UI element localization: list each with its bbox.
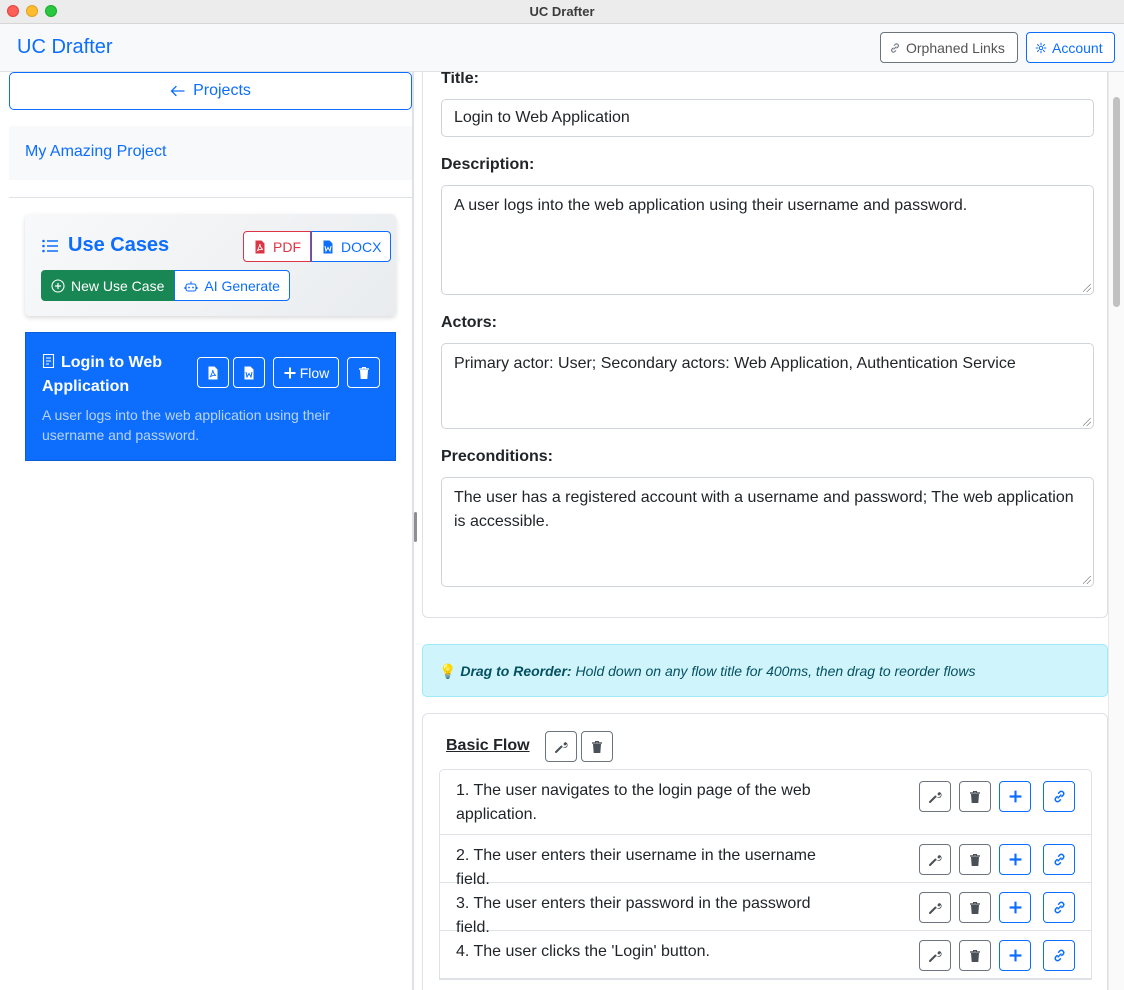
add-flow-label: Flow (299, 364, 330, 381)
item-export-pdf-button[interactable] (197, 357, 229, 388)
preconditions-text: The user has a registered account with a username and password; The web application is accessible. (454, 489, 1074, 530)
resize-handle[interactable] (1083, 284, 1091, 292)
trash-icon (968, 790, 982, 804)
use-case-editor (420, 72, 1124, 990)
flow-step[interactable] (440, 883, 1091, 936)
resize-handle[interactable] (1083, 576, 1091, 584)
sidebar (0, 72, 414, 990)
use-cases-heading (41, 234, 169, 257)
plus-icon (283, 366, 297, 380)
export-pdf-button[interactable] (243, 231, 311, 262)
link-step-button[interactable] (1043, 781, 1075, 812)
delete-step-button[interactable] (959, 781, 991, 812)
ai-generate-label: AI Generate (204, 277, 280, 294)
preconditions-label: Preconditions: (441, 448, 554, 465)
link-step-button[interactable] (1043, 844, 1075, 875)
item-export-docx-button[interactable] (233, 357, 265, 388)
project-name[interactable]: My Amazing Project (9, 126, 412, 180)
link-icon (1052, 900, 1067, 915)
trash-icon (968, 853, 982, 867)
drag-reorder-tip (422, 644, 1108, 697)
lightbulb-icon: 💡 (439, 663, 457, 679)
orphaned-links-button[interactable] (880, 32, 1018, 63)
wrench-icon (928, 901, 942, 915)
flow-step-text: 3. The user enters their password in the password field. (456, 895, 811, 936)
link-step-button[interactable] (1043, 892, 1075, 923)
tip-strong: Drag to Reorder: (460, 663, 572, 679)
account-button[interactable] (1026, 32, 1115, 63)
add-step-button[interactable] (999, 940, 1031, 971)
edit-step-button[interactable] (919, 781, 951, 812)
description-textarea[interactable] (441, 185, 1094, 295)
pdf-label: PDF (273, 238, 301, 255)
edit-step-button[interactable] (919, 892, 951, 923)
brand-title[interactable]: UC Drafter (17, 36, 113, 58)
use-case-item-description: A user logs into the web application using their username and password. (42, 407, 330, 443)
edit-step-button[interactable] (919, 844, 951, 875)
add-flow-button[interactable] (273, 357, 339, 388)
export-button-group (243, 231, 391, 262)
delete-step-button[interactable] (959, 844, 991, 875)
description-label: Description: (441, 156, 535, 173)
actors-textarea[interactable] (441, 343, 1094, 429)
trash-icon (968, 901, 982, 915)
plus-icon (1008, 900, 1023, 915)
title-input[interactable]: Login to Web Application (441, 99, 1094, 137)
file-word-icon (321, 240, 335, 254)
trash-icon (590, 740, 604, 754)
use-case-form (422, 72, 1108, 618)
delete-use-case-button[interactable] (347, 357, 380, 388)
use-case-item-title (42, 351, 192, 399)
arrow-left-icon (170, 85, 185, 97)
robot-icon (184, 279, 198, 293)
use-case-item[interactable] (25, 332, 396, 461)
window-title: UC Drafter (529, 4, 595, 19)
gear-icon (1035, 42, 1047, 54)
delete-step-button[interactable] (959, 892, 991, 923)
link-step-button[interactable] (1043, 940, 1075, 971)
wrench-icon (928, 790, 942, 804)
new-use-case-button[interactable] (41, 270, 174, 301)
list-icon (41, 237, 59, 255)
use-cases-title: Use Cases (68, 234, 170, 256)
plus-icon (1008, 789, 1023, 804)
flow-step-text: 4. The user clicks the 'Login' button. (456, 943, 710, 960)
app-header (0, 24, 1124, 72)
flow-step[interactable] (440, 770, 1091, 835)
wrench-icon (554, 740, 568, 754)
tip-text: Hold down on any flow title for 400ms, then drag to reorder flows (575, 663, 976, 679)
edit-flow-button[interactable] (545, 731, 577, 762)
file-pdf-icon (206, 366, 220, 380)
flow-card (422, 713, 1108, 990)
trash-icon (357, 366, 371, 380)
wrench-icon (928, 853, 942, 867)
projects-label: Projects (193, 82, 251, 99)
account-label: Account (1052, 39, 1103, 56)
use-case-item-title-text: Login to Web Application (42, 354, 163, 395)
actors-text: Primary actor: User; Secondary actors: Web Application, Authentication Service (454, 355, 1016, 372)
delete-flow-button[interactable] (581, 731, 613, 762)
link-icon (1052, 852, 1067, 867)
plus-icon (1008, 852, 1023, 867)
preconditions-textarea[interactable] (441, 477, 1094, 587)
flow-steps-list (439, 769, 1092, 980)
delete-step-button[interactable] (959, 940, 991, 971)
file-pdf-icon (253, 240, 267, 254)
window-titlebar (0, 0, 1124, 24)
back-to-projects-button[interactable] (9, 72, 412, 110)
flow-step-text: 2. The user enters their username in the username field. (456, 847, 816, 888)
create-button-group (41, 270, 290, 301)
new-use-case-label: New Use Case (71, 277, 165, 294)
divider (9, 197, 412, 198)
plus-icon (1008, 948, 1023, 963)
wrench-icon (928, 949, 942, 963)
file-word-icon (242, 366, 256, 380)
flow-title[interactable]: Basic Flow (446, 737, 530, 754)
export-docx-button[interactable] (311, 231, 391, 262)
flow-step[interactable] (440, 931, 1091, 979)
editor-scrollbar[interactable] (1108, 72, 1124, 990)
ai-generate-button[interactable] (174, 270, 290, 301)
flow-step-text: 1. The user navigates to the login page of the web application. (456, 782, 811, 823)
orphaned-links-label: Orphaned Links (906, 39, 1005, 56)
add-step-button[interactable] (999, 844, 1031, 875)
flow-step[interactable] (440, 835, 1091, 888)
trash-icon (968, 949, 982, 963)
actors-label: Actors: (441, 314, 498, 331)
resize-handle[interactable] (1083, 418, 1091, 426)
title-label: Title: (441, 72, 479, 87)
docx-label: DOCX (341, 238, 382, 255)
description-text: A user logs into the web application using their username and password. (454, 197, 968, 214)
scrollbar-thumb[interactable] (1113, 97, 1120, 307)
add-step-button[interactable] (999, 781, 1031, 812)
file-text-icon (42, 354, 55, 368)
plus-circle-icon (51, 279, 65, 293)
link-icon (889, 42, 901, 54)
link-icon (1052, 948, 1067, 963)
link-icon (1052, 789, 1067, 804)
edit-step-button[interactable] (919, 940, 951, 971)
use-cases-card (25, 214, 396, 316)
splitter-grip-handle[interactable] (414, 512, 417, 542)
add-step-button[interactable] (999, 892, 1031, 923)
